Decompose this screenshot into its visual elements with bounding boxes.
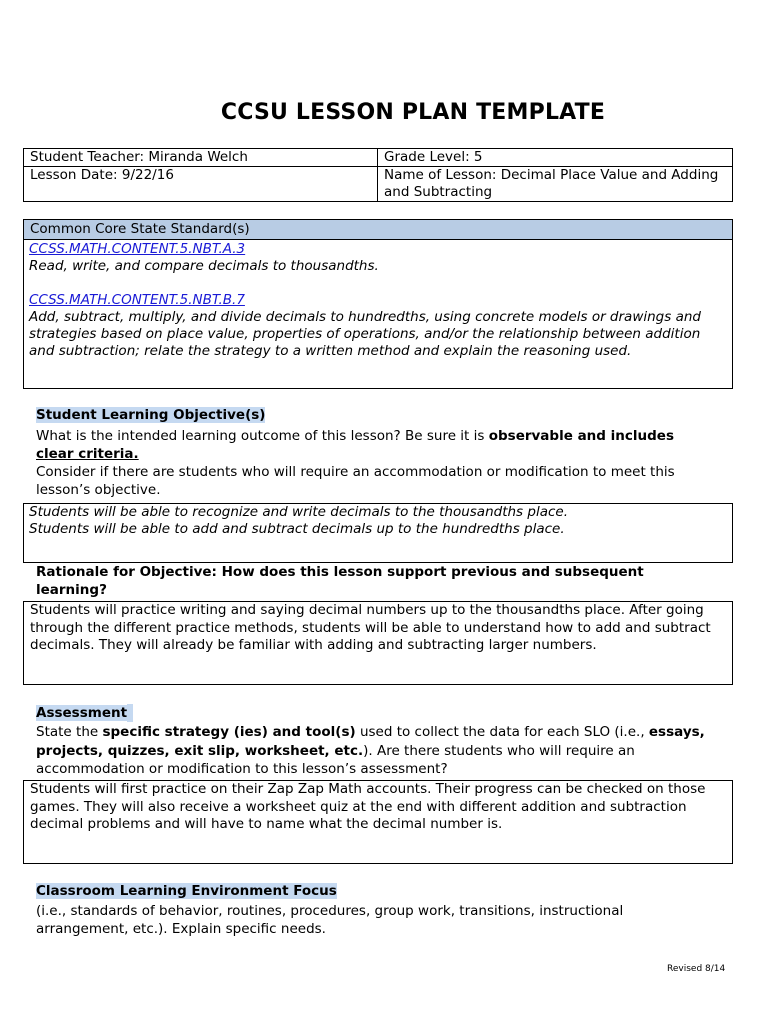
rationale-answer: Students will practice writing and saying decimal numbers up to the thousandths place. After going through the different practice methods, students will be able to understand how to add and subtract decimals. They will already be familiar with adding and subtracting larger numbers.	[30, 602, 711, 653]
slo-answer-box[interactable]	[23, 503, 733, 563]
assessment-answer-box[interactable]	[23, 780, 733, 864]
ccss-standard-2-text: Add, subtract, multiply, and divide decimals to hundredths, using concrete models or drawings and strategies based on place value, properties of operations, and/or the relationship between addition and subtraction; relate the strategy to a written method and explain the reasoning used.	[29, 309, 701, 359]
assessment-prompt-bold-1: specific strategy (ies) and tool(s)	[102, 724, 356, 740]
assessment-prompt-3: ). Are there students who will require an accommodation or modification to this lesson’s assessment?	[36, 742, 635, 777]
ccss-standard-1-text: Read, write, and compare decimals to thousandths.	[29, 258, 379, 274]
ccss-standard-2-code[interactable]: CCSS.MATH.CONTENT.5.NBT.B.7	[29, 292, 245, 308]
rationale-heading: Rationale for Objective: How does this lesson support previous and subsequent learning?	[36, 564, 644, 598]
lesson-name-cell: Name of Lesson: Decimal Place Value and Adding and Subtracting	[378, 167, 733, 202]
assessment-heading-text: Assessment	[36, 705, 128, 721]
slo-answer-1: Students will be able to recognize and write decimals to the thousandths place.	[29, 504, 568, 520]
slo-heading-text: Student Learning Objective(s)	[36, 407, 266, 423]
slo-prompt-criteria: clear criteria.	[36, 446, 139, 462]
slo-prompt-text: What is the intended learning outcome of this lesson? Be sure it is	[36, 428, 489, 444]
lesson-info-table	[23, 148, 733, 202]
assessment-prompt-2: used to collect the data for each SLO (i.e.,	[355, 724, 649, 740]
revision-footer: Revised 8/14	[667, 964, 726, 974]
ccss-heading-text: Common Core State Standard(s)	[30, 221, 250, 237]
assessment-heading	[36, 704, 133, 722]
page-title: CCSU LESSON PLAN TEMPLATE	[220, 100, 606, 125]
assessment-prompt	[36, 723, 726, 779]
assessment-prompt-1: State the	[36, 724, 103, 740]
environment-heading	[36, 882, 337, 900]
assessment-prompt-bold-2: essays, projects, quizzes, exit slip, worksheet, etc.	[36, 724, 705, 759]
student-teacher-cell: Student Teacher: Miranda Welch	[24, 149, 378, 167]
slo-answer-2: Students will be able to add and subtract decimals up to the hundredths place.	[29, 521, 565, 537]
slo-heading	[36, 406, 265, 424]
slo-prompt	[36, 427, 716, 499]
ccss-standard-1-code[interactable]: CCSS.MATH.CONTENT.5.NBT.A.3	[29, 241, 246, 257]
ccss-standard-2-link[interactable]	[29, 292, 727, 309]
slo-prompt-accommodation: Consider if there are students who will require an accommodation or modification to meet this lesson’s objective.	[36, 464, 675, 498]
ccss-standard-1-link[interactable]	[29, 241, 727, 258]
assessment-answer: Students will first practice on their Zap Zap Math accounts. Their progress can be checked on those games. They will also receive a worksheet quiz at the end with different addition and subtraction decimal problems and will have to name what the decimal number is.	[30, 781, 706, 832]
grade-level-cell: Grade Level: 5	[378, 149, 733, 167]
rationale-answer-box[interactable]	[23, 601, 733, 685]
slo-prompt-bold: observable and includes	[488, 428, 674, 444]
environment-text: (i.e., standards of behavior, routines, procedures, group work, transitions, instructional arrangement, etc.). Explain specific needs.	[36, 903, 624, 937]
ccss-heading	[24, 220, 732, 240]
lesson-date-cell: Lesson Date: 9/22/16	[24, 167, 378, 202]
ccss-section	[23, 219, 733, 389]
environment-heading-text: Classroom Learning Environment Focus	[36, 883, 337, 899]
